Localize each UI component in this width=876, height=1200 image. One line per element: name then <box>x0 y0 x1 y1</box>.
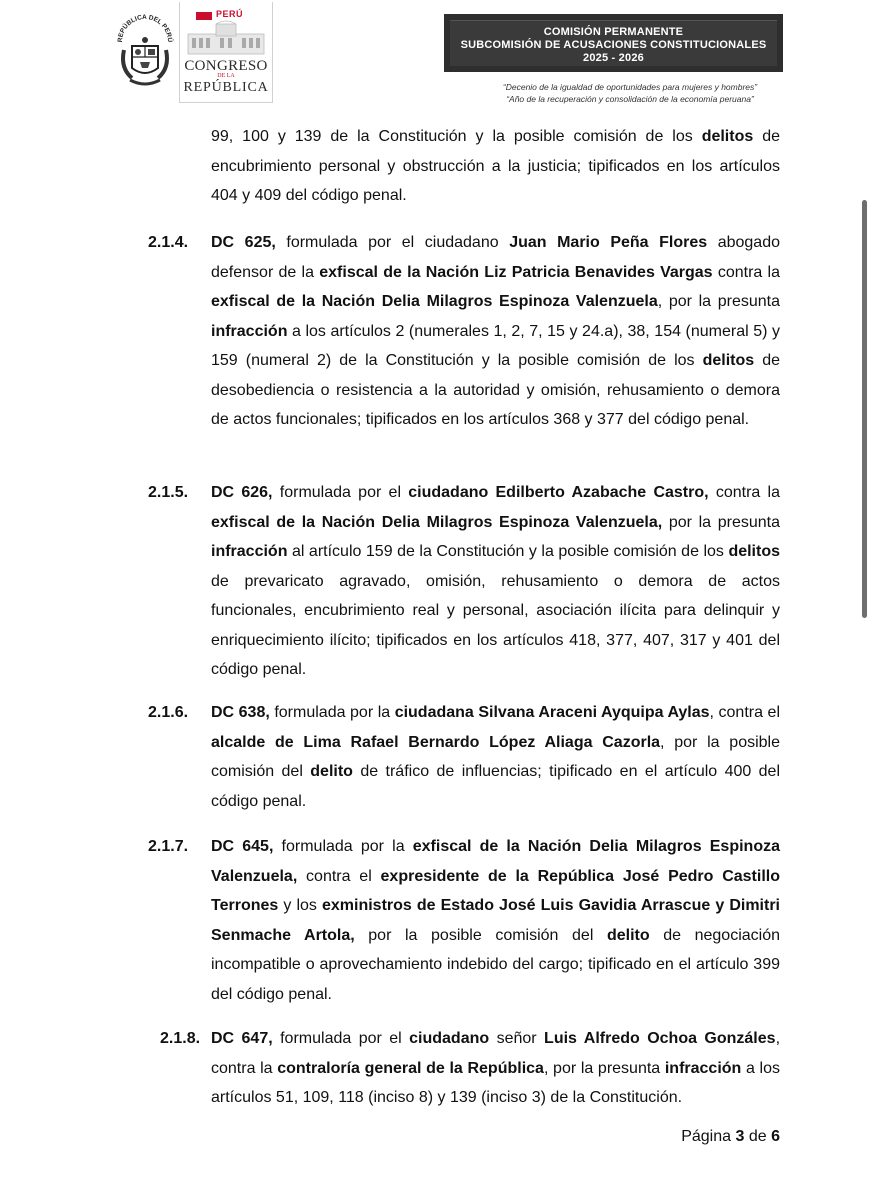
bold-text-segment: Juan Mario Peña Flores <box>509 234 708 251</box>
text-segment: , contra la <box>211 1030 781 1077</box>
text-segment: de desobediencia o resistencia a la autoridad y omisión, rehusamiento o demora de actos funcionales; tipificados en los artículos 368 y 377 del código penal. <box>211 352 780 428</box>
bold-text-segment: ciudadana Silvana Araceni Ayquipa Aylas <box>394 704 710 721</box>
bold-text-segment: delitos <box>701 128 754 145</box>
bold-text-segment: DC 638, <box>211 704 270 721</box>
period-label: 2025 - 2026 <box>583 52 644 64</box>
page-label: Página <box>681 1128 732 1145</box>
bold-text-segment: DC 625, <box>211 234 276 251</box>
bold-text-segment: infracción <box>211 322 288 340</box>
text-segment: de encubrimiento personal y obstrucción a la justicia; tipificados en los artículos 404 y 409 del código penal. <box>211 128 780 204</box>
text-segment: , por la presunta <box>657 293 781 310</box>
peru-flag-icon <box>196 12 212 20</box>
commission-banner <box>444 14 783 72</box>
bold-text-segment: ciudadano Edilberto Azabache Castro, <box>408 484 709 501</box>
item-number: 2.1.5. <box>148 484 189 501</box>
bold-text-segment: exministros de Estado José Luis Gavidia Arrascue y Dimitri Senmache Artola, <box>211 897 780 944</box>
decenio-slogan: “Decenio de la igualdad de oportunidades para mujeres y hombres” <box>502 82 758 92</box>
bold-text-segment: infracción <box>211 543 288 560</box>
item-paragraph-dc645 <box>211 832 780 1009</box>
text-segment: por la presunta <box>662 513 780 531</box>
commission-title: COMISIÓN PERMANENTE <box>543 26 684 38</box>
item-number: 2.1.6. <box>148 704 189 721</box>
bold-text-segment: alcalde de Lima Rafael Bernardo López Aliaga Cazorla <box>211 733 661 751</box>
text-segment: 99, 100 y 139 de la Constitución y la posible comisión de los <box>211 128 702 145</box>
current-page: 3 <box>735 1128 745 1145</box>
item-paragraph-dc647 <box>211 1024 780 1113</box>
decade-slogans <box>470 81 790 105</box>
item-paragraph-dc626 <box>211 478 780 685</box>
bold-text-segment: delitos <box>728 543 780 560</box>
text-segment: de negociación incompatible o aprovechamiento indebido del cargo; tipificado en el artículo 399 del código penal. <box>211 926 781 1003</box>
text-segment: de tráfico de influencias; tipificado en el artículo 400 del código penal. <box>211 763 781 810</box>
logo-republica-text: REPÚBLICA <box>183 80 269 95</box>
total-pages: 6 <box>771 1128 780 1145</box>
congress-building-icon <box>186 20 266 56</box>
bold-text-segment: exfiscal de la Nación Delia Milagros Espinoza Valenzuela, <box>211 838 780 885</box>
text-segment: , contra el <box>709 704 780 721</box>
bold-text-segment: DC 647, <box>211 1030 273 1047</box>
congreso-logo <box>179 2 273 103</box>
text-segment: contra la <box>708 484 781 501</box>
bold-text-segment: Luis Alfredo Ochoa Gonzáles <box>544 1030 776 1047</box>
text-segment: por la posible comisión del <box>354 926 607 944</box>
bold-text-segment: delito <box>310 763 353 780</box>
logo-de-la-text: DE LA <box>217 73 235 79</box>
text-segment: formulada por la <box>269 704 395 721</box>
bold-text-segment: infracción <box>664 1059 742 1077</box>
text-segment: , por la posible comisión del <box>211 733 780 780</box>
text-segment: a los artículos 51, 109, 118 (inciso 8) y 139 (inciso 3) de la Constitución. <box>211 1059 780 1106</box>
bold-text-segment: exfiscal de la Nación Liz Patricia Benavides Vargas <box>319 263 713 281</box>
national-coat-of-arms-icon <box>116 12 174 94</box>
text-segment: contra la <box>712 263 781 281</box>
vertical-scrollbar[interactable] <box>862 200 867 618</box>
bold-text-segment: exfiscal de la Nación Delia Milagros Espinoza Valenzuela, <box>211 513 663 531</box>
escudo-text: REPÚBLICA DEL PERÚ <box>116 13 174 43</box>
bold-text-segment: DC 626, <box>211 484 273 501</box>
text-segment: a los artículos 2 (numerales 1, 2, 7, 15 y 24.a), 38, 154 (numeral 5) y 159 (numeral 2) de la Constitución y la posible comisión de los <box>211 322 780 369</box>
text-segment: abogado defensor de la <box>211 234 781 281</box>
page-number <box>640 1128 780 1146</box>
item-paragraph-dc638 <box>211 698 780 816</box>
item-paragraph-dc625 <box>211 228 780 435</box>
bold-text-segment: ciudadano <box>409 1030 490 1047</box>
logo-congreso-text: CONGRESO <box>184 58 268 74</box>
text-segment: formulada por el <box>272 1030 410 1047</box>
logo-peru-label: PERÚ <box>216 9 244 19</box>
item-number: 2.1.4. <box>148 234 189 251</box>
bold-text-segment: delitos <box>702 352 755 369</box>
bold-text-segment: delito <box>606 926 650 944</box>
anio-slogan: “Año de la recuperación y consolidación de la economía peruana” <box>506 94 754 104</box>
text-segment: señor <box>489 1030 545 1047</box>
text-segment: al artículo 159 de la Constitución y la posible comisión de los <box>287 543 729 560</box>
text-segment: de prevaricato agravado, omisión, rehusamiento o demora de actos funcionales, encubrimiento real y personal, asociación ilícita para delinquir y enriquecimiento ilícito; tipificados en los artículos 418, 377, 407, 317 y 401 del código penal. <box>211 572 780 678</box>
text-segment: formulada por la <box>273 838 413 855</box>
bold-text-segment: exfiscal de la Nación Delia Milagros Espinoza Valenzuela <box>211 293 658 310</box>
item-number: 2.1.8. <box>160 1030 201 1047</box>
bold-text-segment: contraloría general de la República <box>277 1059 544 1077</box>
continuation-paragraph <box>211 122 780 211</box>
text-segment: , por la presunta <box>543 1059 665 1077</box>
item-number: 2.1.7. <box>148 838 189 855</box>
text-segment: formulada por el ciudadano <box>275 234 510 251</box>
of-label: de <box>748 1128 767 1145</box>
bold-text-segment: expresidente de la República José Pedro Castillo Terrones <box>211 867 780 914</box>
text-segment: formulada por el <box>272 484 409 501</box>
text-segment: y los <box>278 897 322 914</box>
subcommission-title: SUBCOMISIÓN DE ACUSACIONES CONSTITUCIONALES <box>460 39 767 51</box>
text-segment: contra el <box>297 867 381 885</box>
bold-text-segment: DC 645, <box>211 838 274 855</box>
